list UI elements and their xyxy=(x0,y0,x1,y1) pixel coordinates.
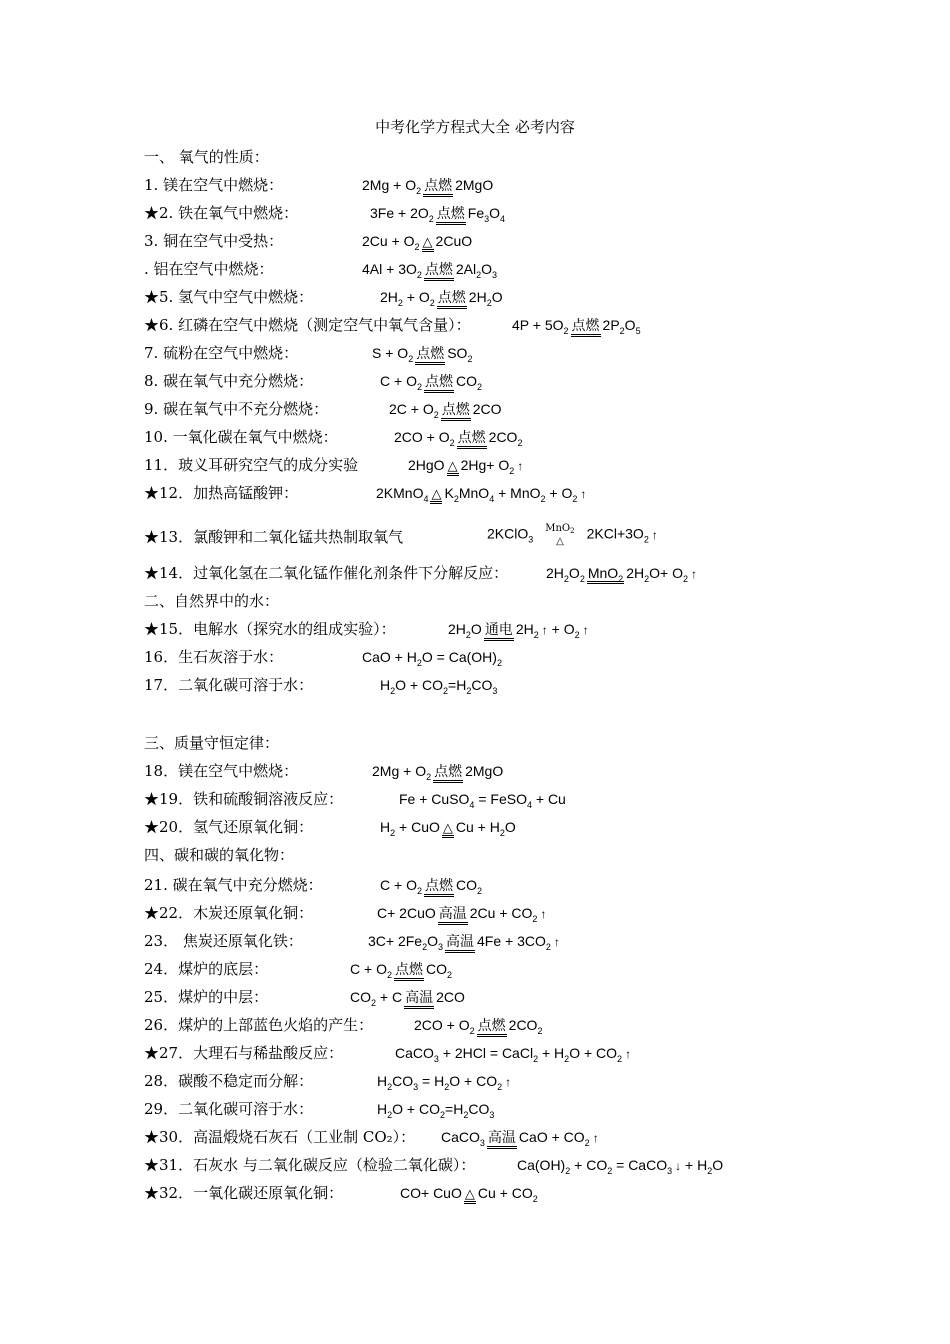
equation: $2H_2O_2$ MnO$_2$ $2H_2O+ O_2$ ↑ xyxy=(546,565,697,584)
gas-arrow-icon: ↑ xyxy=(582,623,589,637)
list-item xyxy=(144,258,934,282)
section-title: 一、 氧气的性质： xyxy=(144,148,269,166)
equation: $3Fe + 2O_2$ 点燃 $Fe_3O_4$ xyxy=(370,205,506,224)
equation: $H_2$ + CuO △ $Cu + H_2O$ xyxy=(380,819,516,838)
equation: $2CO + O_2$ 点燃 $2CO_2$ xyxy=(394,429,523,448)
heat-icon: △ xyxy=(442,821,454,838)
list-item xyxy=(144,958,934,982)
equation: Fe + CuSO$_4$ = FeSO$_4$ + Cu xyxy=(399,791,566,810)
equation: CaCO$_3$ 高温 CaO + $CO_2$ ↑ xyxy=(441,1129,599,1148)
item-label: ★31．石灰水 与二氧化碳反应（检验二氧化碳）： xyxy=(144,1156,476,1174)
item-label: ★14．过氧化氢在二氧化锰作催化剂条件下分解反应： xyxy=(144,564,509,582)
list-item xyxy=(144,1126,934,1150)
equation: $2CO + O_2$ 点燃 $2CO_2$ xyxy=(414,1017,543,1036)
list-item xyxy=(144,646,934,670)
reaction-condition: 通电 xyxy=(484,623,514,641)
section-heading xyxy=(144,844,934,868)
equation: $2Mg + O_2$ 点燃 2MgO xyxy=(362,177,494,196)
item-label: 11．玻义耳研究空气的成分实验 xyxy=(144,456,359,474)
item-label: 8. 碳在氧气中充分燃烧： xyxy=(144,372,314,390)
equation: $2H_2 + O_2$ 点燃 $2H_2O$ xyxy=(380,289,503,308)
gas-arrow-icon: ↑ xyxy=(580,487,587,501)
reaction-condition: 点燃 xyxy=(424,879,454,897)
item-label: ★12．加热高锰酸钾： xyxy=(144,484,299,502)
section-title: 四、碳和碳的氧化物： xyxy=(144,846,295,864)
list-item xyxy=(144,370,934,394)
equation: $S + O_2$ 点燃 $SO_2$ xyxy=(372,345,473,364)
list-item xyxy=(144,1042,934,1066)
equation: $CO_2 + C$ 高温 2CO xyxy=(350,989,465,1008)
reaction-condition: 高温 xyxy=(445,935,475,953)
equation: $2Mg + O_2$ 点燃 2MgO xyxy=(372,763,504,782)
item-label: ★13．氯酸钾和二氧化锰共热制取氧气 xyxy=(144,528,404,546)
list-item xyxy=(144,618,934,642)
gas-arrow-icon: ↑ xyxy=(505,1075,512,1089)
heat-icon: △ xyxy=(422,235,434,252)
reaction-condition: 点燃 xyxy=(457,431,487,449)
item-label: ★30．高温煅烧石灰石（工业制 CO₂）： xyxy=(144,1128,416,1146)
item-label: ★32．一氧化碳还原氧化铜： xyxy=(144,1184,344,1202)
list-item xyxy=(144,902,934,926)
list-item xyxy=(144,1154,934,1178)
reaction-condition: 点燃 xyxy=(441,403,471,421)
section-title: 三、质量守恒定律： xyxy=(144,734,280,752)
section-heading xyxy=(144,590,934,614)
item-label: ★6. 红磷在空气中燃烧（测定空气中氧气含量）： xyxy=(144,316,471,334)
list-item xyxy=(144,874,934,898)
reaction-condition: 点燃 xyxy=(477,1019,507,1037)
reaction-condition: 点燃 xyxy=(424,263,454,281)
list-item xyxy=(144,674,934,698)
reaction-condition: 点燃 xyxy=(436,207,466,225)
equation: $2C + O_2$ 点燃 2CO xyxy=(389,401,502,420)
item-label: 1. 镁在空气中燃烧： xyxy=(144,176,284,194)
equation: 2KMnO$_4$ △ $K_2MnO_4 + MnO_2 + O_2$ ↑ xyxy=(376,485,587,504)
item-label: ★22．木炭还原氧化铜： xyxy=(144,904,314,922)
equation: $2Cu + O_2$ △ 2CuO xyxy=(362,233,473,252)
item-label: ★19．铁和硫酸铜溶液反应： xyxy=(144,790,344,808)
list-item xyxy=(144,230,934,254)
heat-icon: △ xyxy=(464,1187,476,1204)
item-label: 16．生石灰溶于水： xyxy=(144,648,284,666)
item-label: ★20．氢气还原氧化铜： xyxy=(144,818,314,836)
item-label: 10. 一氧化碳在氧气中燃烧： xyxy=(144,428,338,446)
list-item xyxy=(144,760,934,784)
equation: C+ 2CuO 高温 $2Cu + CO_2$ ↑ xyxy=(377,905,547,924)
equation: $H_2O + CO_2=H_2CO_3$ xyxy=(380,677,498,696)
list-item xyxy=(144,986,934,1010)
equation: CO+ CuO △ $Cu + CO_2$ xyxy=(400,1185,538,1204)
item-label: ★2. 铁在氧气中燃烧： xyxy=(144,204,299,222)
equation: $Ca(OH)_2 + CO_2$ = CaCO$_3$ ↓ + $H_2O$ xyxy=(517,1157,724,1176)
list-item xyxy=(144,520,934,560)
item-label: ★27．大理石与稀盐酸反应： xyxy=(144,1044,344,1062)
equation: $C + O_2$ 点燃 $CO_2$ xyxy=(380,373,482,392)
reaction-condition: 点燃 xyxy=(415,347,445,365)
precipitate-arrow-icon: ↓ xyxy=(675,1159,682,1173)
list-item xyxy=(144,788,934,812)
list-item xyxy=(144,1014,934,1038)
list-item xyxy=(144,930,934,954)
list-item xyxy=(144,816,934,840)
gas-arrow-icon: ↑ xyxy=(625,1047,632,1061)
list-item xyxy=(144,202,934,226)
heat-icon: △ xyxy=(447,459,459,476)
gas-arrow-icon: ↑ xyxy=(517,459,524,473)
list-item xyxy=(144,398,934,422)
list-item xyxy=(144,1182,934,1206)
item-label: ★5. 氢气中空气中燃烧： xyxy=(144,288,314,306)
equation: $H_2CO_3 = H_2O + CO_2$ ↑ xyxy=(377,1073,512,1092)
equation: $2H_2O$ 通电 $2H_2$ ↑ + $O_2$ ↑ xyxy=(448,621,589,640)
equation: $3C+ 2Fe_2O_3$ 高温 $4Fe + 3CO_2$ ↑ xyxy=(368,933,560,952)
item-label: 18．镁在空气中燃烧： xyxy=(144,762,299,780)
reaction-condition: 点燃 xyxy=(394,963,424,981)
gas-arrow-icon: ↑ xyxy=(553,935,560,949)
list-item xyxy=(144,314,934,338)
heat-icon: △ xyxy=(430,487,442,504)
item-label: 23． 焦炭还原氧化铁： xyxy=(144,932,303,950)
list-item xyxy=(144,426,934,450)
item-label: 3. 铜在空气中受热： xyxy=(144,232,284,250)
heat-icon: △ xyxy=(556,536,564,547)
equation: $4Al + 3O_2$ 点燃 $2Al_2O_3$ xyxy=(362,261,498,280)
equation: CaCO$_3$ + 2HCl = CaCl$_2$ + $H_2O + CO_2$ ↑ xyxy=(395,1045,632,1064)
reaction-condition: 点燃 xyxy=(437,291,467,309)
item-label: 9. 碳在氧气中不充分燃烧： xyxy=(144,400,329,418)
section-heading xyxy=(144,732,934,756)
list-item xyxy=(144,454,934,478)
reaction-condition: 高温 xyxy=(438,907,468,925)
item-label: 24．煤炉的底层： xyxy=(144,960,269,978)
gas-arrow-icon: ↑ xyxy=(540,907,547,921)
list-item xyxy=(144,174,934,198)
equation: 2KClO$_3$MnO$_2$ △ $2KCl+3O_2$ ↑ xyxy=(487,523,658,547)
list-item xyxy=(144,482,934,506)
page-title: 中考化学方程式大全 必考内容 xyxy=(375,118,575,136)
item-label: 25．煤炉的中层： xyxy=(144,988,269,1006)
equation: $C + O_2$ 点燃 $CO_2$ xyxy=(380,877,482,896)
gas-arrow-icon: ↑ xyxy=(651,527,658,542)
equation: CaO + $H_2O = Ca(OH)_2$ xyxy=(362,649,502,668)
item-label: 17．二氧化碳可溶于水： xyxy=(144,676,314,694)
list-item xyxy=(144,1070,934,1094)
item-label: ★15．电解水（探究水的组成实验）： xyxy=(144,620,396,638)
list-item xyxy=(144,1098,934,1122)
catalyst-condition: MnO$_2$ △ xyxy=(545,523,575,547)
gas-arrow-icon: ↑ xyxy=(541,623,548,637)
reaction-condition: 点燃 xyxy=(423,179,453,197)
item-label: 29．二氧化碳可溶于水： xyxy=(144,1100,314,1118)
list-item xyxy=(144,286,934,310)
item-label: 21. 碳在氧气中充分燃烧： xyxy=(144,876,323,894)
item-label: 28．碳酸不稳定而分解： xyxy=(144,1072,314,1090)
reaction-condition: MnO$_2$ xyxy=(587,565,624,584)
gas-arrow-icon: ↑ xyxy=(592,1131,599,1145)
item-label: 7. 硫粉在空气中燃烧： xyxy=(144,344,299,362)
reaction-condition: 点燃 xyxy=(571,319,601,337)
reaction-condition: 高温 xyxy=(404,991,434,1009)
equation: $4P + 5O_2$ 点燃 $2P_2O_5$ xyxy=(512,317,641,336)
reaction-condition: 高温 xyxy=(487,1131,517,1149)
reaction-condition: 点燃 xyxy=(433,765,463,783)
equation: $C + O_2$ 点燃 $CO_2$ xyxy=(350,961,452,980)
reaction-condition: 点燃 xyxy=(424,375,454,393)
equation: 2HgO △ $2Hg+ O_2$ ↑ xyxy=(408,457,524,476)
equation: $H_2O + CO_2=H_2CO_3$ xyxy=(377,1101,495,1120)
section-heading xyxy=(144,146,934,170)
item-label: . 铝在空气中燃烧： xyxy=(144,260,274,278)
gas-arrow-icon: ↑ xyxy=(690,567,697,581)
list-item xyxy=(144,562,934,586)
section-title: 二、自然界中的水： xyxy=(144,592,280,610)
item-label: 26．煤炉的上部蓝色火焰的产生： xyxy=(144,1016,374,1034)
list-item xyxy=(144,342,934,366)
